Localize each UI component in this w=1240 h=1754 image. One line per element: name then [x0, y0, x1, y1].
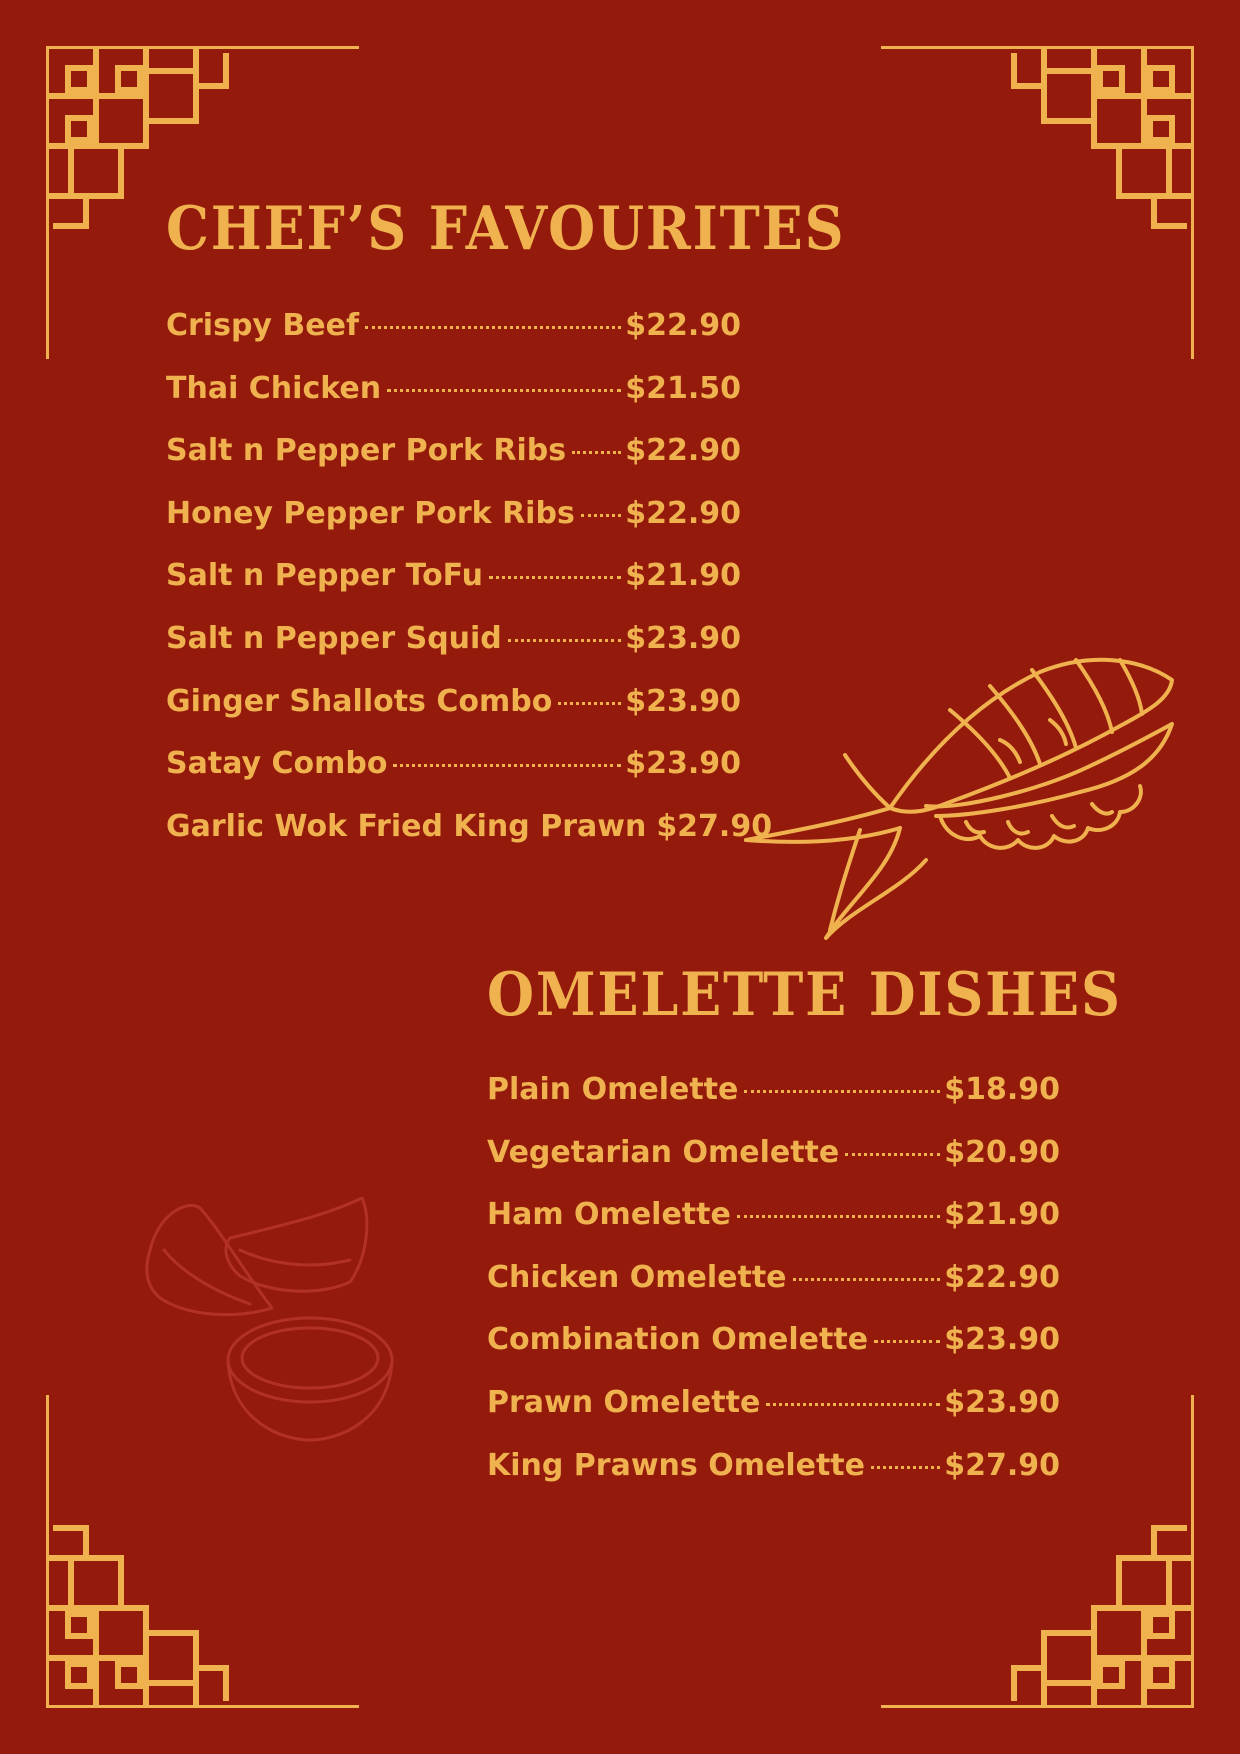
menu-item — [166, 684, 741, 747]
dot-leader — [793, 1278, 941, 1281]
dot-leader — [393, 764, 621, 767]
item-price: $27.90 — [944, 1447, 1060, 1483]
menu-item — [166, 808, 773, 872]
menu-item — [487, 1260, 1060, 1323]
item-name: Ginger Shallots Combo — [166, 683, 553, 719]
menu-item — [487, 1135, 1060, 1198]
menu-item — [166, 621, 741, 684]
item-name: Vegetarian Omelette — [487, 1134, 840, 1170]
item-name: Chicken Omelette — [487, 1259, 787, 1295]
dot-leader — [766, 1403, 940, 1406]
item-price: $23.90 — [625, 746, 741, 782]
item-name: Satay Combo — [166, 746, 388, 782]
section-title-chefs-favourites: CHEF’S FAVOURITES — [166, 194, 846, 264]
item-name: Prawn Omelette — [487, 1384, 761, 1420]
dot-leader — [744, 1090, 940, 1093]
menu-item — [487, 1385, 1060, 1448]
dot-leader — [572, 451, 621, 454]
menu-item — [487, 1322, 1060, 1385]
item-price: $18.90 — [944, 1072, 1060, 1107]
dot-leader — [737, 1215, 940, 1218]
dot-leader — [581, 514, 621, 517]
dot-leader — [365, 326, 621, 329]
item-price: $21.90 — [944, 1197, 1060, 1233]
item-name: Salt n Pepper Pork Ribs — [166, 433, 567, 469]
corner-lattice-icon — [834, 46, 1194, 406]
item-price: $22.90 — [944, 1259, 1060, 1295]
menu-item — [166, 371, 741, 434]
menu-item — [166, 433, 741, 496]
item-price: $23.90 — [625, 683, 741, 719]
menu-item — [487, 1448, 1060, 1511]
item-name: Thai Chicken — [166, 370, 382, 406]
item-price: $23.90 — [944, 1322, 1060, 1358]
item-price: $22.90 — [625, 308, 741, 343]
dot-leader — [508, 639, 621, 642]
item-price: $21.90 — [625, 558, 741, 594]
dot-leader — [558, 702, 621, 705]
item-price: $23.90 — [625, 620, 741, 656]
item-price: $23.90 — [944, 1384, 1060, 1420]
item-name: Combination Omelette — [487, 1322, 869, 1358]
menu-item — [166, 308, 741, 371]
item-price: $21.50 — [625, 370, 741, 406]
section-title-omelette-dishes: OMELETTE DISHES — [487, 960, 1122, 1030]
menu-item — [166, 746, 741, 809]
menu-item — [166, 558, 741, 621]
prawn-sushi-icon — [740, 640, 1180, 940]
item-name: Honey Pepper Pork Ribs — [166, 495, 575, 531]
dot-leader — [387, 389, 621, 392]
item-name: Salt n Pepper ToFu — [166, 558, 484, 594]
menu-item — [487, 1072, 1060, 1135]
item-name: Plain Omelette — [487, 1072, 739, 1107]
dot-leader — [845, 1153, 940, 1156]
item-name: King Prawns Omelette — [487, 1447, 865, 1483]
item-price: $20.90 — [944, 1134, 1060, 1170]
menu-list-omelette-dishes — [487, 1072, 1060, 1510]
dot-leader — [489, 576, 621, 579]
item-price: $22.90 — [625, 433, 741, 469]
item-price: $22.90 — [625, 495, 741, 531]
menu-item — [487, 1197, 1060, 1260]
menu-item — [166, 496, 741, 559]
menu-list-chefs-favourites — [166, 308, 773, 871]
dot-leader — [871, 1466, 940, 1469]
item-name: Garlic Wok Fried King Prawn — [166, 808, 647, 844]
item-price: $27.90 — [656, 808, 773, 844]
item-name: Crispy Beef — [166, 308, 360, 343]
dot-leader — [874, 1340, 940, 1343]
dumplings-with-sauce-icon — [140, 1190, 420, 1470]
item-name: Ham Omelette — [487, 1197, 731, 1233]
item-name: Salt n Pepper Squid — [166, 620, 502, 656]
